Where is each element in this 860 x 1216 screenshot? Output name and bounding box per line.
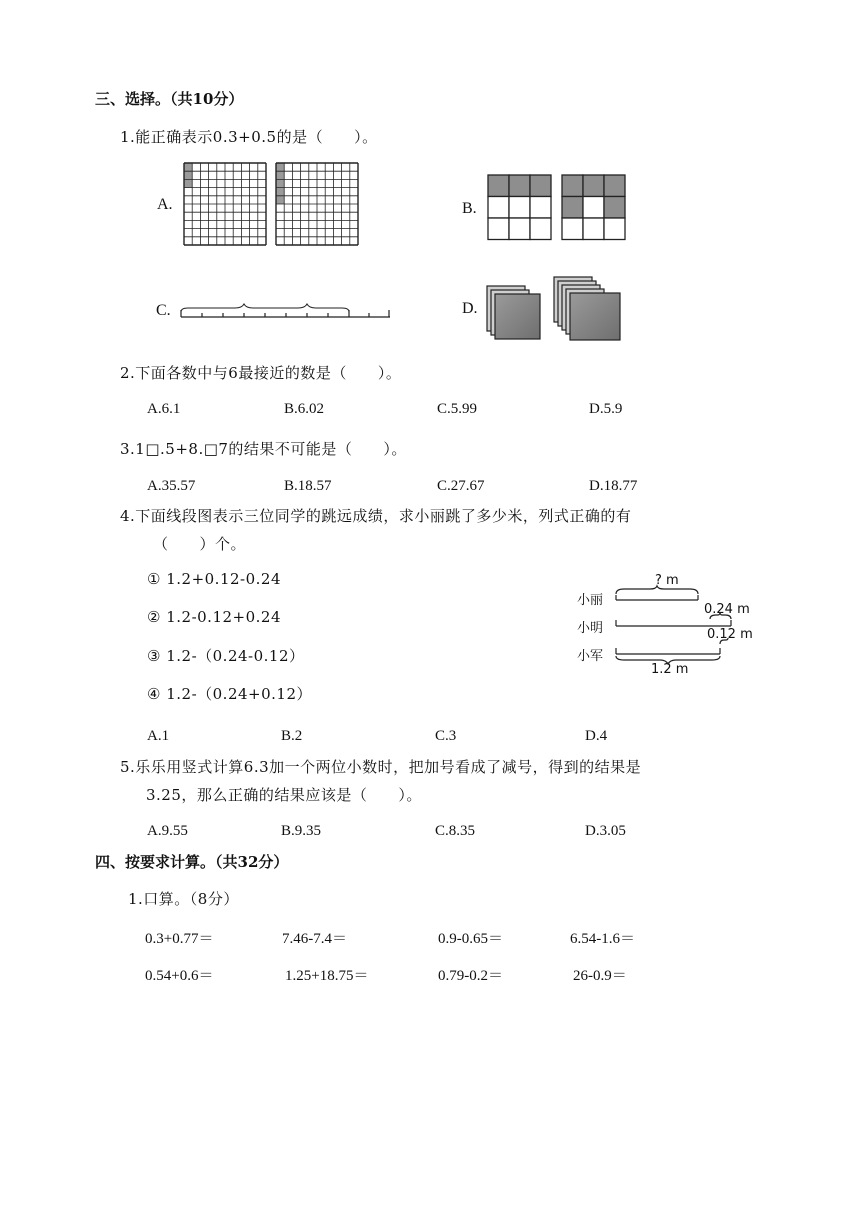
oral-calc-1: 0.3+0.77＝ xyxy=(145,931,214,947)
diagram-label-diff-012: 0.12 m xyxy=(707,627,753,642)
q4-option-c[interactable]: C.3 xyxy=(435,728,457,744)
q4-option-d[interactable]: D.4 xyxy=(585,728,608,744)
q3-option-d[interactable]: D.18.77 xyxy=(589,478,638,494)
question-5-text-line2: 3.25，那么正确的结果应该是（ ）。 xyxy=(146,786,422,804)
q5-option-d[interactable]: D.3.05 xyxy=(585,823,626,839)
q1-option-b-label: B. xyxy=(462,200,477,217)
q5-option-b[interactable]: B.9.35 xyxy=(281,823,322,839)
question-4-text-line2: （ ）个。 xyxy=(153,535,247,553)
q1-option-d-stacked-squares-figure xyxy=(486,276,626,342)
section-4-subtitle-oral: 1.口算。（8分） xyxy=(128,890,239,908)
section-3-title: 三、选择。（共10分） xyxy=(95,90,244,108)
oral-calc-8: 26-0.9＝ xyxy=(573,968,627,984)
oral-calc-7: 0.79-0.2＝ xyxy=(438,968,503,984)
q1-option-b-squares-figure xyxy=(487,174,627,242)
oral-calc-2: 7.46-7.4＝ xyxy=(282,931,347,947)
q2-option-a[interactable]: A.6.1 xyxy=(147,401,181,417)
q2-option-b[interactable]: B.6.02 xyxy=(284,401,325,417)
q2-option-d[interactable]: D.5.9 xyxy=(589,401,623,417)
diagram-label-diff-024: 0.24 m xyxy=(704,602,750,617)
diagram-name-xiaojun: 小军 xyxy=(577,649,604,664)
diagram-label-base: 1.2 m xyxy=(651,662,689,677)
q2-option-c[interactable]: C.5.99 xyxy=(437,401,478,417)
question-2-text: 2.下面各数中与6最接近的数是（ ）。 xyxy=(120,364,402,382)
diagram-name-xiaoli: 小丽 xyxy=(577,593,604,608)
q4-expression-3: ③ 1.2-（0.24-0.12） xyxy=(147,647,305,665)
q4-expression-4: ④ 1.2-（0.24+0.12） xyxy=(147,685,313,703)
q1-option-c-label: C. xyxy=(156,302,171,319)
oral-calc-5: 0.54+0.6＝ xyxy=(145,968,214,984)
diagram-label-unknown: ? m xyxy=(655,573,679,588)
question-5-text-line1: 5.乐乐用竖式计算6.3加一个两位小数时，把加号看成了减号，得到的结果是 xyxy=(120,758,642,776)
q4-line-segment-diagram xyxy=(612,586,742,666)
q1-option-d-label: D. xyxy=(462,300,478,317)
oral-calc-6: 1.25+18.75＝ xyxy=(285,968,369,984)
oral-calc-3: 0.9-0.65＝ xyxy=(438,931,503,947)
q4-expression-1: ① 1.2+0.12-0.24 xyxy=(147,570,282,588)
q3-option-b[interactable]: B.18.57 xyxy=(284,478,332,494)
q3-option-a[interactable]: A.35.57 xyxy=(147,478,196,494)
q4-option-a[interactable]: A.1 xyxy=(147,728,170,744)
section-4-title: 四、按要求计算。（共32分） xyxy=(95,853,289,871)
q4-option-b[interactable]: B.2 xyxy=(281,728,303,744)
q4-expression-2: ② 1.2-0.12+0.24 xyxy=(147,608,282,626)
question-1-text: 1.能正确表示0.3+0.5的是（ ）。 xyxy=(120,128,378,146)
q3-option-c[interactable]: C.27.67 xyxy=(437,478,485,494)
question-3-text: 3.1□.5+8.□7的结果不可能是（ ）。 xyxy=(120,440,407,458)
q1-option-c-segment-figure xyxy=(180,304,392,320)
oral-calc-4: 6.54-1.6＝ xyxy=(570,931,635,947)
q1-option-a-label: A. xyxy=(157,196,173,213)
diagram-name-xiaoming: 小明 xyxy=(577,621,604,636)
q5-option-c[interactable]: C.8.35 xyxy=(435,823,476,839)
q1-option-a-grid-figure xyxy=(183,162,373,246)
q5-option-a[interactable]: A.9.55 xyxy=(147,823,188,839)
question-4-text-line1: 4.下面线段图表示三位同学的跳远成绩，求小丽跳了多少米，列式正确的有 xyxy=(120,507,632,525)
